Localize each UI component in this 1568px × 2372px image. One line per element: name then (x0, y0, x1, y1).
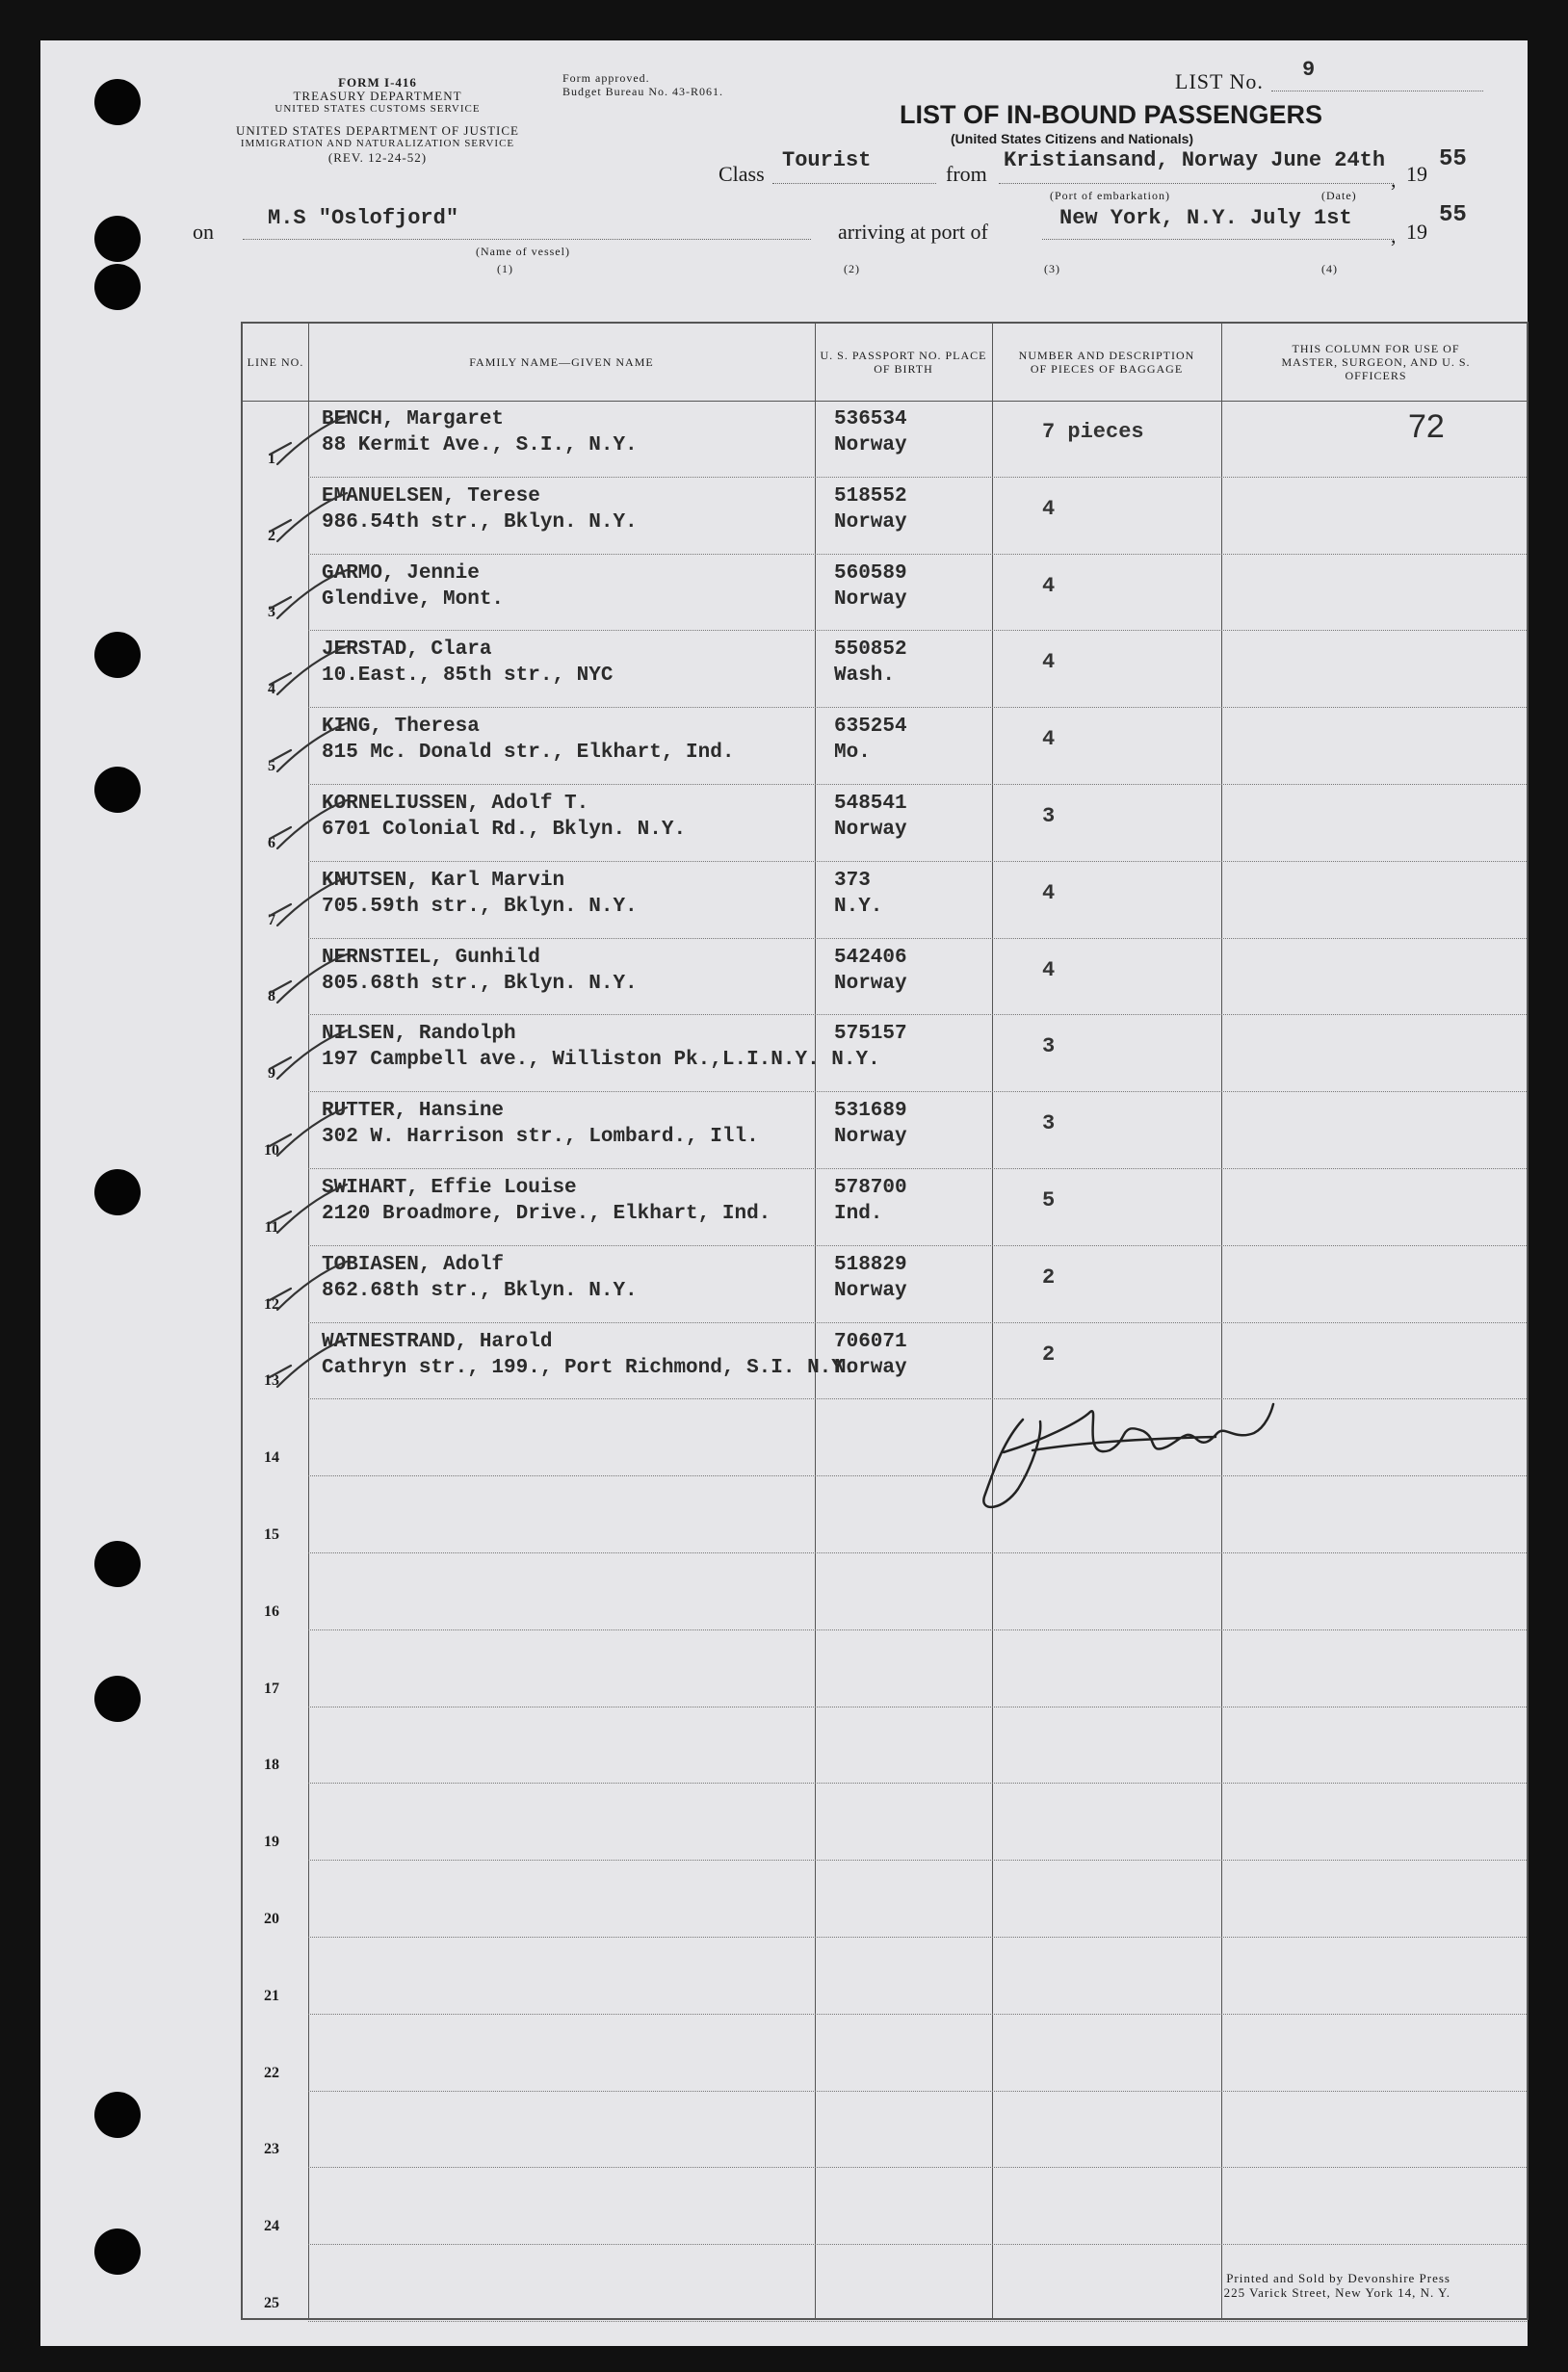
table-row (243, 2015, 1527, 2092)
table-row (243, 1323, 1527, 1400)
table-row (243, 1015, 1527, 1092)
passport-cell (834, 945, 907, 997)
check-mark (264, 564, 351, 622)
class-value: Tourist (782, 148, 872, 172)
passport-number: 548541 (834, 793, 907, 815)
check-mark (264, 717, 351, 775)
check-mark (264, 1256, 351, 1314)
line-number: 7 (268, 911, 275, 928)
punch-hole (94, 2229, 141, 2275)
departure-year: 55 (1439, 146, 1467, 172)
from-line (999, 183, 1394, 184)
passport-number: 575157 (834, 1023, 907, 1046)
col-num-1: (1) (497, 262, 513, 275)
arrival-year: 55 (1439, 202, 1467, 228)
passport-cell (834, 1175, 907, 1227)
table-row (243, 1169, 1527, 1246)
table-row (243, 1784, 1527, 1861)
passport-cell (834, 868, 882, 920)
arrival-line (1042, 239, 1394, 240)
officer-notation: 72 (1408, 408, 1445, 445)
check-mark (264, 1102, 351, 1160)
customs-service: UNITED STATES CUSTOMS SERVICE (274, 103, 481, 115)
table-row (243, 785, 1527, 862)
list-no-label: LIST No. (1175, 69, 1264, 93)
line-number: 18 (264, 1757, 279, 1774)
passenger-name-cell (322, 1098, 759, 1150)
baggage-count: 4 (1042, 650, 1056, 675)
place-of-birth: Mo. (834, 742, 871, 765)
place-of-birth: Norway (834, 587, 907, 611)
class-label: Class (719, 162, 765, 186)
passenger-name: GARMO, Jennie (322, 561, 480, 585)
baggage-count: 5 (1042, 1188, 1056, 1212)
punch-hole (94, 216, 141, 262)
class-line (772, 183, 936, 184)
table-row (243, 631, 1527, 708)
table-row (243, 2092, 1527, 2169)
passenger-name: EMANUELSEN, Terese (322, 484, 540, 508)
check-mark (264, 1333, 351, 1391)
passenger-address: 815 Mc. Donald str., Elkhart, Ind. (322, 742, 735, 765)
table-row (243, 1938, 1527, 2015)
table-row (243, 708, 1527, 785)
place-of-birth: Norway (834, 1356, 907, 1379)
form-number: FORM I-416 (338, 75, 417, 90)
passenger-name: RUTTER, Hansine (322, 1100, 505, 1123)
vessel-line (243, 239, 811, 240)
check-mark (264, 640, 351, 698)
place-of-birth: Norway (834, 819, 907, 841)
line-number: 22 (264, 2064, 279, 2081)
check-mark (264, 1025, 351, 1082)
passenger-address: 805.68th str., Bklyn. N.Y. (322, 972, 638, 995)
table-row (243, 478, 1527, 555)
table-row (243, 555, 1527, 632)
table-row (243, 1399, 1527, 1476)
page-subtitle: (United States Citizens and Nationals) (951, 131, 1194, 146)
form-page (40, 40, 1528, 2346)
check-mark (264, 872, 351, 929)
date-caption: (Date) (1321, 189, 1357, 202)
from-label: from (946, 162, 987, 186)
budget-bureau: Budget Bureau No. 43-R061. (562, 85, 723, 98)
line-number: 9 (268, 1065, 275, 1082)
passenger-name-cell (322, 945, 638, 997)
passenger-name-cell (322, 406, 638, 458)
passenger-name: KNUTSEN, Karl Marvin (322, 869, 565, 892)
vessel-caption: (Name of vessel) (476, 245, 570, 258)
line-number: 15 (264, 1525, 279, 1543)
col-num-3: (3) (1044, 262, 1060, 275)
passenger-address: 10.East., 85th str., NYC (322, 665, 614, 688)
place-of-birth: Norway (834, 434, 907, 456)
line-number: 23 (264, 2141, 279, 2158)
passenger-name: TOBIASEN, Adolf (322, 1253, 505, 1276)
passport-cell (834, 560, 907, 613)
line-number: 1 (268, 450, 275, 467)
passport-number: 550852 (834, 639, 907, 662)
passport-number: 560589 (834, 561, 907, 585)
line-number: 12 (264, 1295, 279, 1313)
line-number: 13 (264, 1372, 279, 1390)
justice-dept: UNITED STATES DEPARTMENT OF JUSTICE (236, 123, 519, 138)
passenger-name-cell (322, 637, 613, 689)
printer-imprint (1224, 2271, 1450, 2300)
passenger-name-cell (322, 1252, 638, 1304)
passport-cell (834, 1098, 907, 1150)
passenger-name: KORNELIUSSEN, Adolf T. (322, 793, 589, 815)
passport-number: 706071 (834, 1330, 907, 1353)
punch-hole (94, 1676, 141, 1722)
table-row (243, 939, 1527, 1016)
passenger-address: 862.68th str., Bklyn. N.Y. (322, 1279, 638, 1302)
port-of-embarkation: Kristiansand, Norway June 24th (1004, 148, 1386, 172)
passport-number: 635254 (834, 716, 907, 739)
punch-hole (94, 79, 141, 125)
passenger-address: Glendive, Mont. (322, 587, 505, 611)
ins-service: IMMIGRATION AND NATURALIZATION SERVICE (240, 138, 515, 149)
baggage-count: 4 (1042, 957, 1056, 982)
place-of-birth: Ind. (834, 1203, 883, 1225)
year-comma: , (1391, 168, 1397, 192)
line-number: 21 (264, 1987, 279, 2004)
printer-line-1: Printed and Sold by Devonshire Press (1226, 2271, 1450, 2285)
arriving-label: arriving at port of (838, 220, 988, 244)
table-row (243, 401, 1527, 478)
passport-number: 578700 (834, 1177, 907, 1199)
punch-hole (94, 1541, 141, 1587)
passport-number: 518552 (834, 484, 907, 508)
place-of-birth: Norway (834, 972, 907, 995)
punch-hole (94, 632, 141, 678)
place-of-birth: Wash. (834, 665, 896, 688)
table-row (243, 1476, 1527, 1553)
line-number: 2 (268, 527, 275, 544)
passport-cell (834, 791, 907, 843)
list-number: 9 (1302, 58, 1316, 82)
col-num-2: (2) (844, 262, 860, 275)
baggage-count: 3 (1042, 1034, 1056, 1059)
form-approved: Form approved. (562, 71, 650, 85)
punch-hole (94, 767, 141, 813)
passenger-address: 705.59th str., Bklyn. N.Y. (322, 895, 638, 918)
place-of-birth: Norway (834, 1279, 907, 1302)
baggage-count: 3 (1042, 1111, 1056, 1136)
table-row (243, 1092, 1527, 1169)
line-number: 20 (264, 1910, 279, 1927)
punch-hole (94, 1169, 141, 1215)
passenger-name: NERNSTIEL, Gunhild (322, 946, 540, 969)
col-header-name: FAMILY NAME—GIVEN NAME (469, 355, 654, 369)
vessel-name: M.S "Oslofjord" (268, 206, 459, 230)
passenger-address: 6701 Colonial Rd., Bklyn. N.Y. (322, 819, 687, 841)
passport-number: 531689 (834, 1100, 907, 1123)
year-prefix: 19 (1406, 162, 1427, 186)
baggage-count: 4 (1042, 727, 1056, 752)
passenger-name-cell (322, 1329, 856, 1381)
passenger-name: JERSTAD, Clara (322, 639, 492, 662)
line-number: 10 (264, 1141, 279, 1159)
check-mark (264, 410, 351, 468)
line-number: 8 (268, 988, 275, 1005)
passenger-name-cell (322, 791, 686, 843)
check-mark (264, 487, 351, 545)
table-row (243, 1630, 1527, 1707)
punch-hole (94, 2092, 141, 2138)
passport-cell (834, 714, 907, 766)
passport-number: 373 (834, 869, 871, 892)
passport-cell (834, 483, 907, 535)
passenger-name-cell (322, 1175, 771, 1227)
passenger-name-cell (322, 714, 734, 766)
col-num-4: (4) (1321, 262, 1338, 275)
baggage-count: 4 (1042, 496, 1056, 521)
place-of-birth: Norway (834, 510, 907, 534)
arrival-port-date: New York, N.Y. July 1st (1059, 206, 1352, 230)
baggage-count: 2 (1042, 1342, 1056, 1367)
passport-number: 536534 (834, 408, 907, 430)
passenger-name: NILSEN, Randolph (322, 1023, 516, 1046)
check-mark (264, 1179, 351, 1237)
line-number: 5 (268, 757, 275, 774)
passport-number: 542406 (834, 946, 907, 969)
table-row (243, 862, 1527, 939)
passenger-name: KING, Theresa (322, 716, 480, 739)
baggage-count: 4 (1042, 880, 1056, 905)
table-row (243, 1553, 1527, 1630)
table-row (243, 1861, 1527, 1938)
line-number: 6 (268, 834, 275, 851)
line-number: 25 (264, 2294, 279, 2311)
line-number: 3 (268, 604, 275, 621)
table-row (243, 1246, 1527, 1323)
col-header-baggage: NUMBER AND DESCRIPTION OF PIECES OF BAGGAGE (1018, 349, 1195, 376)
line-number: 19 (264, 1834, 279, 1851)
page-title: LIST OF IN-BOUND PASSENGERS (900, 100, 1323, 129)
passenger-name-cell (322, 868, 638, 920)
passenger-address: 302 W. Harrison str., Lombard., Ill. (322, 1126, 759, 1149)
passenger-address: Cathryn str., 199., Port Richmond, S.I. N.Y. (322, 1356, 856, 1379)
year-comma-2: , (1391, 223, 1397, 248)
passenger-address: 88 Kermit Ave., S.I., N.Y. (322, 434, 638, 456)
punch-hole (94, 264, 141, 310)
col-header-passport: U. S. PASSPORT NO. PLACE OF BIRTH (820, 349, 987, 376)
passenger-name: SWIHART, Effie Louise (322, 1177, 577, 1199)
col-header-officers: THIS COLUMN FOR USE OF MASTER, SURGEON, AND U. S. OFFICERS (1281, 342, 1471, 382)
on-label: on (193, 220, 214, 244)
passenger-address: 197 Campbell ave., Williston Pk.,L.I.N.Y. N.Y. (322, 1049, 880, 1072)
passport-cell (834, 637, 907, 689)
line-number: 11 (264, 1218, 279, 1236)
line-number: 4 (268, 681, 275, 698)
line-number: 17 (264, 1680, 279, 1697)
passport-cell (834, 1329, 907, 1381)
table-row (243, 2168, 1527, 2245)
line-number: 16 (264, 1603, 279, 1620)
passenger-address: 2120 Broadmore, Drive., Elkhart, Ind. (322, 1203, 771, 1225)
printer-line-2: 225 Varick Street, New York 14, N. Y. (1223, 2285, 1450, 2300)
place-of-birth: Norway (834, 1126, 907, 1149)
check-mark (264, 795, 351, 852)
place-of-birth: N.Y. (834, 895, 883, 918)
year-prefix-2: 19 (1406, 220, 1427, 244)
table-row (243, 1707, 1527, 1785)
passport-number: 518829 (834, 1253, 907, 1276)
treasury-dept: TREASURY DEPARTMENT (293, 89, 462, 103)
passenger-name: WATNESTRAND, Harold (322, 1330, 553, 1353)
passenger-name-cell (322, 1021, 880, 1073)
check-mark (264, 949, 351, 1006)
baggage-count: 4 (1042, 573, 1056, 598)
baggage-count: 7 pieces (1042, 420, 1144, 444)
col-header-line: LINE NO. (247, 355, 304, 369)
revision: (REV. 12-24-52) (327, 150, 428, 165)
officer-signature (965, 1383, 1312, 1527)
embark-caption: (Port of embarkation) (1050, 189, 1170, 202)
passport-cell (834, 406, 907, 458)
line-number: 24 (264, 2218, 279, 2235)
passport-cell (834, 1021, 907, 1047)
passport-cell (834, 1252, 907, 1304)
passenger-name: BENCH, Margaret (322, 408, 505, 430)
line-number: 14 (264, 1449, 279, 1467)
row-rule (308, 2321, 1527, 2322)
baggage-count: 3 (1042, 804, 1056, 828)
baggage-count: 2 (1042, 1264, 1056, 1290)
passenger-table (241, 322, 1529, 2320)
passenger-name-cell (322, 483, 638, 535)
passenger-address: 986.54th str., Bklyn. N.Y. (322, 510, 638, 534)
